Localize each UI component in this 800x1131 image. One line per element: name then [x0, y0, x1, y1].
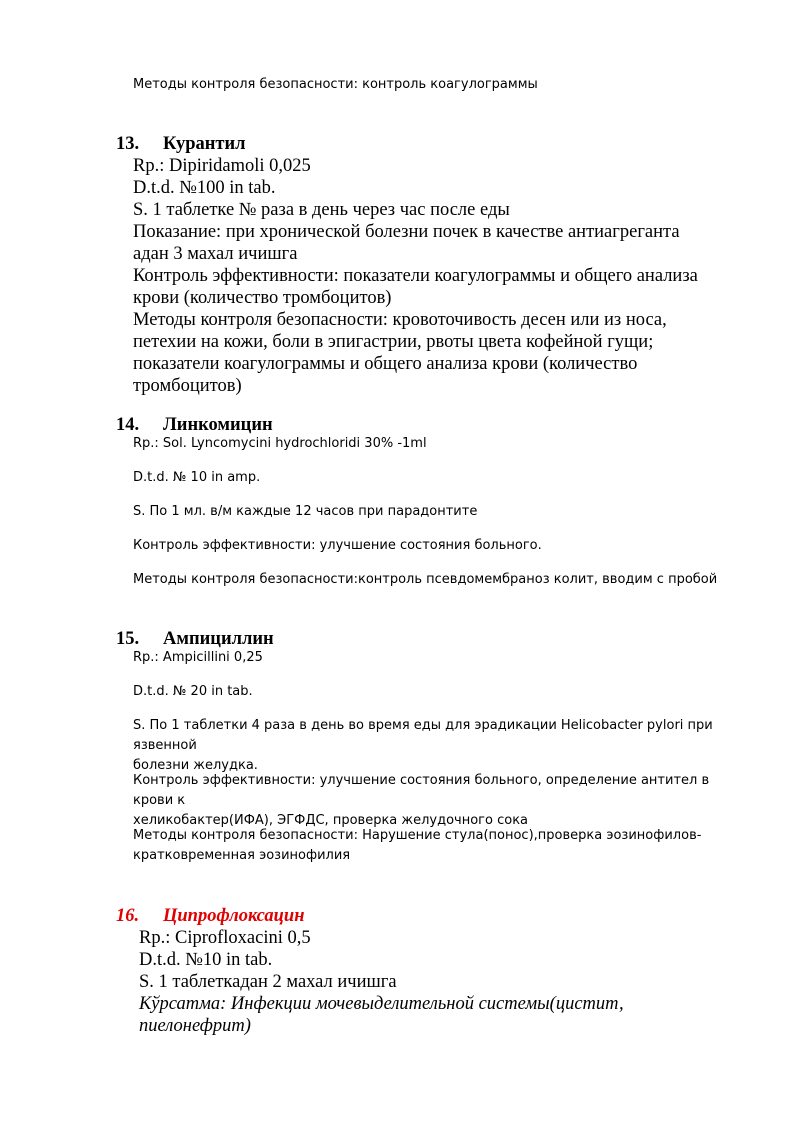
section-15-efficacy-line-1: Контроль эффективности: улучшение состояния больного, определение антител в крови к — [133, 773, 710, 808]
section-15-signa — [133, 716, 753, 776]
section-16-rp: Rp.: Ciprofloxacini 0,5 — [139, 928, 311, 948]
section-16-instruction-line-2: пиелонефрит) — [139, 1016, 251, 1036]
section-13-efficacy-line-1: Контроль эффективности: показатели коагулограммы и общего анализа — [133, 266, 698, 286]
section-13-safety-line-2: петехии на кожи, боли в эпигастрии, рвоты цвета кофейной гущи; — [133, 332, 654, 352]
section-13-safety-line-4: тромбоцитов) — [133, 376, 242, 396]
section-13-indication-line-2: адан 3 махал ичишга — [133, 244, 298, 264]
section-14-signa: S. По 1 мл. в/м каждые 12 часов при парадонтите — [133, 504, 478, 519]
section-13-indication-line-1: Показание: при хронической болезни почек в качестве антиагреганта — [133, 222, 680, 242]
section-15-safety-line-1: Методы контроля безопасности: Нарушение стула(понос),проверка эозинофилов- — [133, 828, 702, 843]
section-15-signa-line-2: болезни желудка. — [133, 758, 258, 773]
section-13-safety-line-1: Методы контроля безопасности: кровоточивость десен или из носа, — [133, 310, 667, 330]
section-15-safety — [133, 826, 753, 866]
section-14-rp: Rp.: Sol. Lyncomycini hydrochloridi 30% -1ml — [133, 436, 427, 451]
section-15-signa-line-1: S. По 1 таблетки 4 раза в день во время еды для эрадикации Helicobacter pylori при язвенной — [133, 718, 713, 753]
section-16-title: Ципрофлоксацин — [163, 906, 305, 926]
section-15-heading — [116, 628, 416, 650]
section-14-efficacy: Контроль эффективности: улучшение состояния больного. — [133, 538, 542, 553]
section-15-efficacy-line-2: хеликобактер(ИФА), ЭГФДС, проверка желудочного сока — [133, 813, 529, 828]
section-15-title: Ампициллин — [163, 629, 274, 649]
section-14-heading — [116, 414, 416, 436]
section-13-heading — [116, 133, 416, 155]
section-13-title: Курантил — [163, 134, 246, 154]
section-13-signa: S. 1 таблетке № раза в день через час после еды — [133, 200, 510, 220]
section-14-dtd: D.t.d. № 10 in amp. — [133, 470, 261, 485]
section-14-number: 14. — [116, 415, 140, 435]
section-16-dtd: D.t.d. №10 in tab. — [139, 950, 273, 970]
section-16-body — [139, 927, 759, 1037]
section-16-heading — [116, 905, 416, 927]
section-13-safety-line-3: показатели коагулограммы и общего анализа крови (количество — [133, 354, 638, 374]
section-16-signa: S. 1 таблеткадан 2 махал ичишга — [139, 972, 397, 992]
section-13-rp: Rp.: Dipiridamoli 0,025 — [133, 156, 311, 176]
section-16-instruction-line-1: Кўрсатма: Инфекции мочевыделительной системы(цистит, — [139, 994, 624, 1014]
section-16-number: 16. — [116, 906, 140, 926]
section-15-safety-line-2: кратковременная эозинофилия — [133, 848, 351, 863]
section-15-efficacy — [133, 771, 753, 831]
top-safety-line: Методы контроля безопасности: контроль коагулограммы — [133, 77, 538, 92]
section-14-safety: Методы контроля безопасности:контроль псевдомембраноз колит, вводим с пробой — [133, 572, 718, 587]
section-13-efficacy-line-2: крови (количество тромбоцитов) — [133, 288, 392, 308]
section-13-number: 13. — [116, 134, 140, 154]
section-15-rp: Rp.: Ampicillini 0,25 — [133, 650, 263, 665]
section-13-body — [133, 155, 753, 397]
section-15-number: 15. — [116, 629, 140, 649]
section-14-title: Линкомицин — [163, 415, 273, 435]
section-15-dtd: D.t.d. № 20 in tab. — [133, 684, 253, 699]
section-13-dtd: D.t.d. №100 in tab. — [133, 178, 276, 198]
